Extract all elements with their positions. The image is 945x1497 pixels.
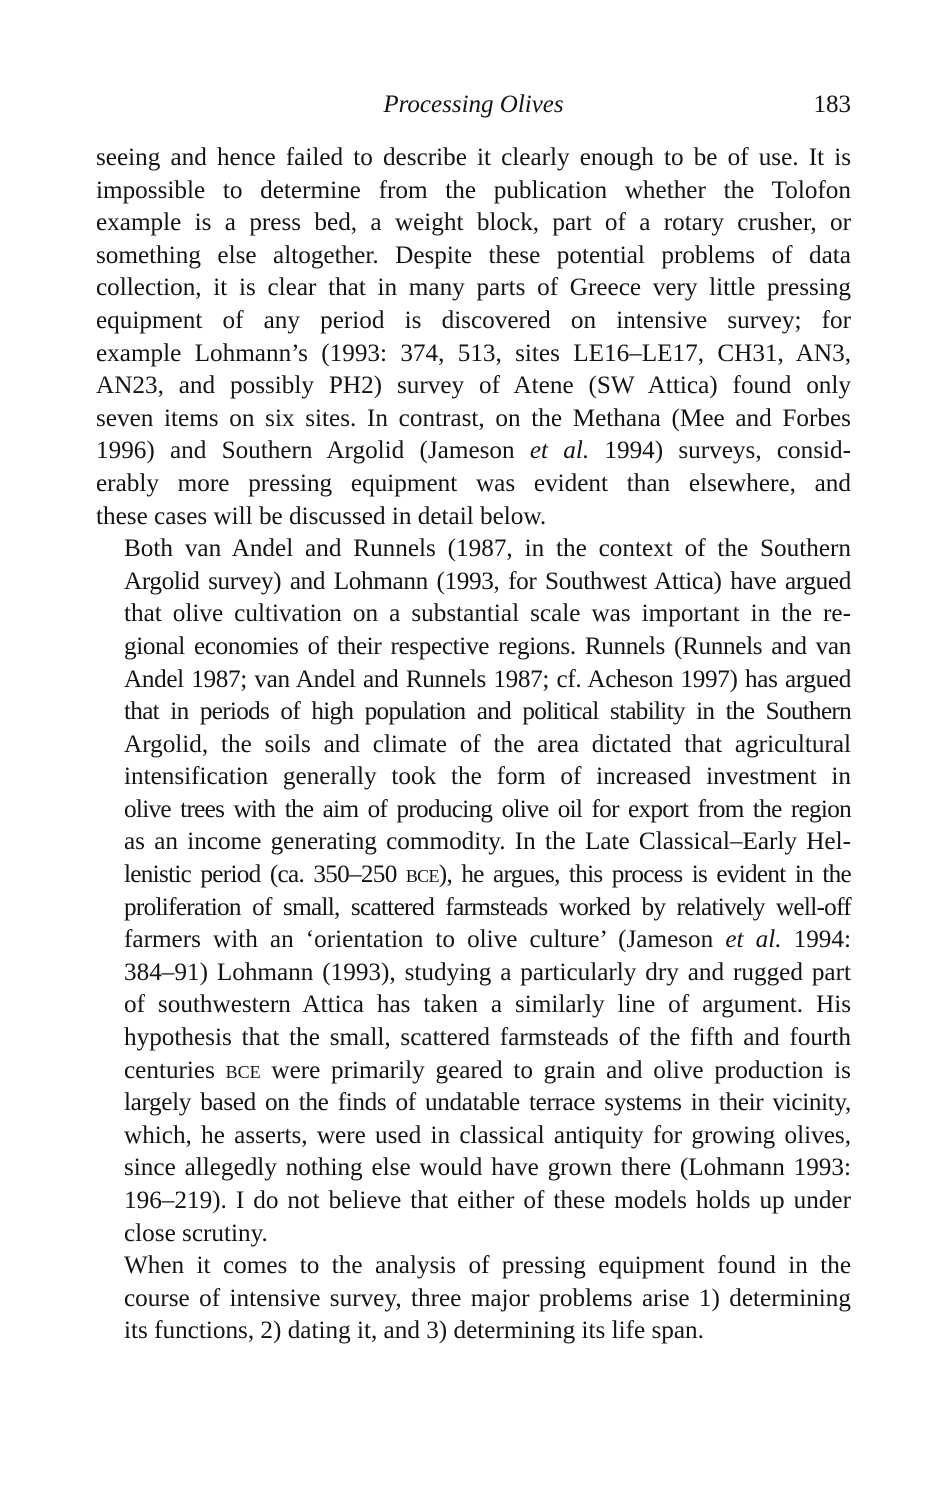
text-line [96, 338, 851, 371]
text-segment: 1994) surveys, consid- [589, 437, 851, 465]
text-line [96, 598, 851, 631]
text-line [96, 957, 851, 990]
text-segment: Both van Andel and Runnels (1987, in the context of the Southern [124, 535, 851, 563]
text-line [96, 1087, 851, 1120]
text-segment: ), he argues, this process is evident in the [438, 861, 851, 889]
text-segment: that in periods of high population and political stability in the Southern [124, 698, 851, 726]
text-line [96, 175, 851, 208]
text-line [96, 468, 851, 501]
text-line [96, 566, 851, 599]
text-line [96, 240, 851, 273]
text-segment: farmers with an ‘orientation to olive culture’ (Jameson [124, 926, 726, 954]
text-segment: example is a press bed, a weight block, part of a rotary crusher, or [96, 209, 851, 237]
text-segment: close scrutiny. [124, 1219, 268, 1247]
text-line [96, 1218, 851, 1251]
text-line [96, 696, 851, 729]
running-head [96, 88, 851, 122]
text-segment: 384–91) Lohmann (1993), studying a particularly dry and rugged part [124, 958, 851, 986]
text-line [96, 435, 851, 468]
italic-text: et al. [725, 926, 782, 954]
text-line [96, 826, 851, 859]
text-line [96, 989, 851, 1022]
text-line [96, 1250, 851, 1283]
text-segment: gional economies of their respective regions. Runnels (Runnels and van [124, 632, 851, 660]
text-line [96, 207, 851, 240]
text-segment: were primarily geared to grain and olive production is [260, 1056, 851, 1084]
text-segment: its functions, 2) dating it, and 3) determining its life span. [124, 1317, 704, 1345]
text-segment: hypothesis that the small, scattered farmsteads of the fifth and fourth [124, 1024, 851, 1052]
text-segment: of southwestern Attica has taken a similarly line of argument. His [124, 991, 851, 1019]
text-line [96, 1185, 851, 1218]
text-segment: since allegedly nothing else would have grown there (Lohmann 1993: [124, 1154, 851, 1182]
text-line [96, 305, 851, 338]
text-segment: largely based on the finds of undatable terrace systems in their vicinity, [124, 1089, 851, 1117]
text-segment: that olive cultivation on a substantial scale was important in the re- [124, 600, 851, 628]
text-segment: course of intensive survey, three major problems arise 1) determining [124, 1284, 851, 1312]
text-segment: Argolid, the soils and climate of the area dictated that agricultural [124, 730, 851, 758]
text-segment: AN23, and possibly PH2) survey of Atene (SW Attica) found only [96, 372, 851, 400]
text-line [96, 1055, 851, 1088]
text-line [96, 761, 851, 794]
text-line [96, 664, 851, 697]
text-segment: proliferation of small, scattered farmsteads worked by relatively well-off [124, 893, 851, 921]
text-segment: impossible to determine from the publication whether the Tolofon [96, 176, 851, 204]
text-line [96, 1022, 851, 1055]
text-segment: 196–219). I do not believe that either of these models holds up under [124, 1187, 851, 1214]
text-segment: intensification generally took the form of increased investment in [124, 763, 851, 791]
text-segment: these cases will be discussed in detail below. [96, 502, 547, 530]
text-line [96, 142, 851, 175]
text-line [96, 370, 851, 403]
text-line [96, 501, 851, 534]
text-line [96, 729, 851, 762]
small-caps-text: bce [225, 1056, 261, 1084]
text-segment: olive trees with the aim of producing olive oil for export from the region [124, 795, 851, 823]
text-line [96, 924, 851, 957]
text-line [96, 1152, 851, 1185]
text-segment: When it comes to the analysis of pressing equipment found in the [124, 1252, 851, 1280]
text-line [96, 859, 851, 892]
body-text [96, 142, 851, 1348]
text-line [96, 403, 851, 436]
text-line [96, 1283, 851, 1316]
text-line [96, 1120, 851, 1153]
page-number: 183 [813, 91, 851, 118]
paragraph [96, 1250, 851, 1348]
text-line [96, 533, 851, 566]
text-segment: which, he asserts, were used in classical antiquity for growing olives, [124, 1121, 851, 1149]
small-caps-text: bce [405, 861, 439, 889]
text-segment: seven items on six sites. In contrast, on the Methana (Mee and Forbes [96, 404, 851, 432]
text-segment: Andel 1987; van Andel and Runnels 1987; cf. Acheson 1997) has argued [124, 665, 851, 693]
paragraph [96, 533, 851, 1250]
text-line [96, 631, 851, 664]
text-segment: 1996) and Southern Argolid (Jameson [96, 437, 530, 465]
text-line [96, 794, 851, 827]
text-line [96, 272, 851, 305]
text-segment: collection, it is clear that in many parts of Greece very little pressing [96, 274, 851, 302]
text-segment: lenistic period (ca. 350–250 [124, 861, 406, 889]
text-line [96, 892, 851, 925]
paragraph [96, 142, 851, 533]
italic-text: et al. [529, 437, 590, 465]
running-title: Processing Olives [383, 91, 564, 118]
text-segment: Argolid survey) and Lohmann (1993, for Southwest Attica) have argued [124, 567, 851, 595]
text-segment: example Lohmann’s (1993: 374, 513, sites LE16–LE17, CH31, AN3, [96, 339, 851, 367]
text-segment: erably more pressing equipment was evident than elsewhere, and [96, 469, 851, 497]
text-segment: seeing and hence failed to describe it clearly enough to be of use. It is [96, 144, 851, 171]
text-segment: 1994: [781, 926, 851, 954]
text-segment: something else altogether. Despite these potential problems of data [96, 241, 851, 269]
text-segment: centuries [124, 1056, 226, 1084]
text-segment: as an income generating commodity. In the Late Classical–Early Hel- [124, 828, 851, 856]
text-segment: equipment of any period is discovered on intensive survey; for [96, 306, 851, 334]
text-line [96, 1315, 851, 1348]
